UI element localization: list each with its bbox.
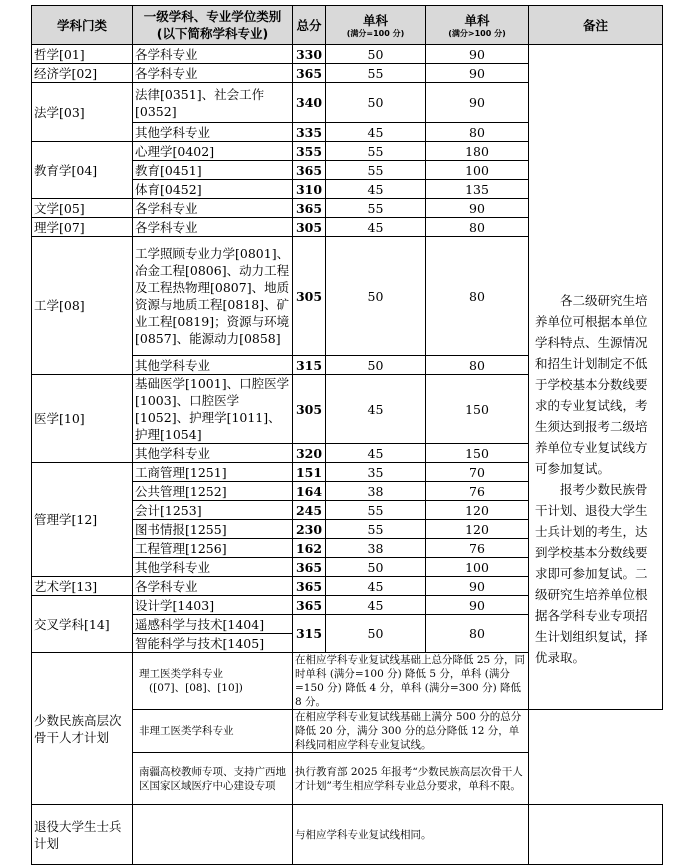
discipline-cell: 心理学[0402] [133,142,293,161]
category-cell: 管理学[12] [32,463,133,577]
single-gt100-cell: 70 [426,463,529,482]
total-cell: 365 [293,161,326,180]
discipline-cell: 设计学[1403] [133,596,293,615]
total-cell: 320 [293,444,326,463]
total-cell: 162 [293,539,326,558]
single100-cell: 38 [326,482,426,501]
single-gt100-cell: 180 [426,142,529,161]
minority-nonsci-discipline-cell: 非理工医类学科专业 [133,710,293,753]
single-gt100-cell: 150 [426,375,529,444]
score-table [31,5,663,865]
discipline-cell: 各学科专业 [133,577,293,596]
category-cell: 理学[07] [32,218,133,237]
single-gt100-cell: 100 [426,558,529,577]
minority-nonsci-text: 在相应学科专业复试线基础上满分 500 分的总分降低 20 分，满分 300 分的总分降低 12 分，单科线同相应学科专业复试线。 [293,710,529,753]
minority-special-text: 执行教育部 2025 年报考“少数民族高层次骨干人才计划”考生相应学科专业总分要求，单科不限。 [293,753,529,805]
discipline-cell: 各学科专业 [133,199,293,218]
discipline-cell: 图书情报[1255] [133,520,293,539]
single100-cell: 55 [326,64,426,83]
single100-cell: 35 [326,463,426,482]
discipline-cell: 法律[0351]、社会工作[0352] [133,83,293,123]
category-cell: 文学[05] [32,199,133,218]
header-category: 学科门类 [32,6,133,45]
single-gt100-cell: 135 [426,180,529,199]
total-cell: 310 [293,180,326,199]
discipline-cell: 各学科专业 [133,64,293,83]
single-gt100-cell: 80 [426,237,529,356]
minority-sci-text: 在相应学科专业复试线基础上总分降低 25 分，同时单科 (满分=100 分) 降低 5 分，单科 (满分=150 分) 降低 4 分，单科 (满分=300 分) 降低 8 分。 [293,653,529,710]
single100-cell: 45 [326,180,426,199]
single-gt100-cell: 80 [426,615,529,653]
category-cell: 交叉学科[14] [32,596,133,653]
minority-category-cell: 少数民族高层次骨干人才计划 [32,653,133,805]
total-cell: 164 [293,482,326,501]
total-cell: 365 [293,64,326,83]
single-gt100-cell: 90 [426,83,529,123]
single100-cell: 55 [326,161,426,180]
discipline-cell: 工商管理[1251] [133,463,293,482]
single-gt100-cell: 120 [426,501,529,520]
total-cell: 365 [293,596,326,615]
single-gt100-cell: 150 [426,444,529,463]
single100-cell: 50 [326,356,426,375]
header-row [32,6,663,45]
single100-cell: 45 [326,123,426,142]
single100-cell: 45 [326,577,426,596]
veteran-text: 与相应学科专业复试线相同。 [293,805,529,865]
discipline-cell: 智能科学与技术[1405] [133,634,293,653]
single100-cell: 50 [326,237,426,356]
total-cell: 305 [293,375,326,444]
total-cell: 305 [293,237,326,356]
category-cell: 工学[08] [32,237,133,375]
single100-cell: 50 [326,83,426,123]
remarks-cell [529,45,663,710]
single-gt100-cell: 90 [426,45,529,64]
total-cell: 151 [293,463,326,482]
single100-cell: 45 [326,444,426,463]
discipline-cell: 会计[1253] [133,501,293,520]
single100-cell: 55 [326,520,426,539]
discipline-cell: 其他学科专业 [133,123,293,142]
total-cell: 330 [293,45,326,64]
header-total: 总分 [293,6,326,45]
single100-cell: 50 [326,45,426,64]
single100-cell: 55 [326,142,426,161]
single-gt100-cell: 76 [426,539,529,558]
category-cell: 艺术学[13] [32,577,133,596]
minority-sci-discipline-cell: 理工医类学科专业 ([07]、[08]、[10]) [133,653,293,710]
discipline-cell: 其他学科专业 [133,558,293,577]
total-cell: 340 [293,83,326,123]
total-cell: 365 [293,199,326,218]
total-cell: 355 [293,142,326,161]
minority-special-discipline-cell: 南疆高校教师专项、支持广西地区国家区域医疗中心建设专项 [133,753,293,805]
single-gt100-cell: 90 [426,64,529,83]
single100-cell: 55 [326,501,426,520]
total-cell: 245 [293,501,326,520]
total-cell: 305 [293,218,326,237]
total-cell: 335 [293,123,326,142]
single100-cell: 45 [326,218,426,237]
total-cell: 230 [293,520,326,539]
discipline-cell: 其他学科专业 [133,444,293,463]
single-gt100-cell: 80 [426,218,529,237]
discipline-cell: 体育[0452] [133,180,293,199]
discipline-cell: 教育[0451] [133,161,293,180]
single-gt100-cell: 100 [426,161,529,180]
header-remarks: 备注 [529,6,663,45]
single-gt100-cell: 80 [426,356,529,375]
header-discipline: 一级学科、专业学位类别 (以下简称学科专业) [133,6,293,45]
veteran-category-cell: 退役大学生士兵计划 [32,805,133,865]
single-gt100-cell: 90 [426,596,529,615]
table-row [32,805,663,865]
discipline-cell: 工程管理[1256] [133,539,293,558]
total-cell: 315 [293,356,326,375]
category-cell: 医学[10] [32,375,133,463]
header-single-gt100: 单科 (满分>100 分) [426,6,529,45]
category-cell: 教育学[04] [32,142,133,199]
category-cell: 经济学[02] [32,64,133,83]
discipline-cell: 各学科专业 [133,45,293,64]
single-gt100-cell: 120 [426,520,529,539]
total-cell: 365 [293,558,326,577]
single100-cell: 45 [326,375,426,444]
table-row [32,45,663,64]
header-single-100: 单科 (满分=100 分) [326,6,426,45]
total-cell: 315 [293,615,326,653]
single-gt100-cell: 80 [426,123,529,142]
discipline-cell: 遥感科学与技术[1404] [133,615,293,634]
remarks-paragraph-2: 报考少数民族骨干计划、退役大学生士兵计划的考生，达到学校基本分数线要求即可参加复试。二级研究生培养单位根据各学科专业专项招生计划组织复试，择优录取。 [535,482,648,665]
veteran-remarks-cell [529,805,663,865]
total-cell: 365 [293,577,326,596]
single-gt100-cell: 90 [426,577,529,596]
single100-cell: 55 [326,199,426,218]
single-gt100-cell: 90 [426,199,529,218]
veteran-empty-cell [133,805,293,865]
single100-cell: 38 [326,539,426,558]
category-cell: 法学[03] [32,83,133,142]
category-cell: 哲学[01] [32,45,133,64]
discipline-cell: 工学照顾专业力学[0801]、冶金工程[0806]、动力工程及工程热物理[0807]、地质资源与地质工程[0818]、矿业工程[0819]；资源与环境[0857]、能源动力[0858] [133,237,293,356]
single-gt100-cell: 76 [426,482,529,501]
discipline-cell: 基础医学[1001]、口腔医学[1003]、口腔医学[1052]、护理学[1011]、护理[1054] [133,375,293,444]
single100-cell: 45 [326,596,426,615]
single100-cell: 50 [326,558,426,577]
discipline-cell: 其他学科专业 [133,356,293,375]
discipline-cell: 各学科专业 [133,218,293,237]
single100-cell: 50 [326,615,426,653]
remarks-paragraph-1: 各二级研究生培养单位可根据本单位学科特点、生源情况和招生计划制定不低于学校基本分数线要求的专业复试线，考生须达到报考二级培养单位专业复试线方可参加复试。 [535,293,648,476]
discipline-cell: 公共管理[1252] [133,482,293,501]
